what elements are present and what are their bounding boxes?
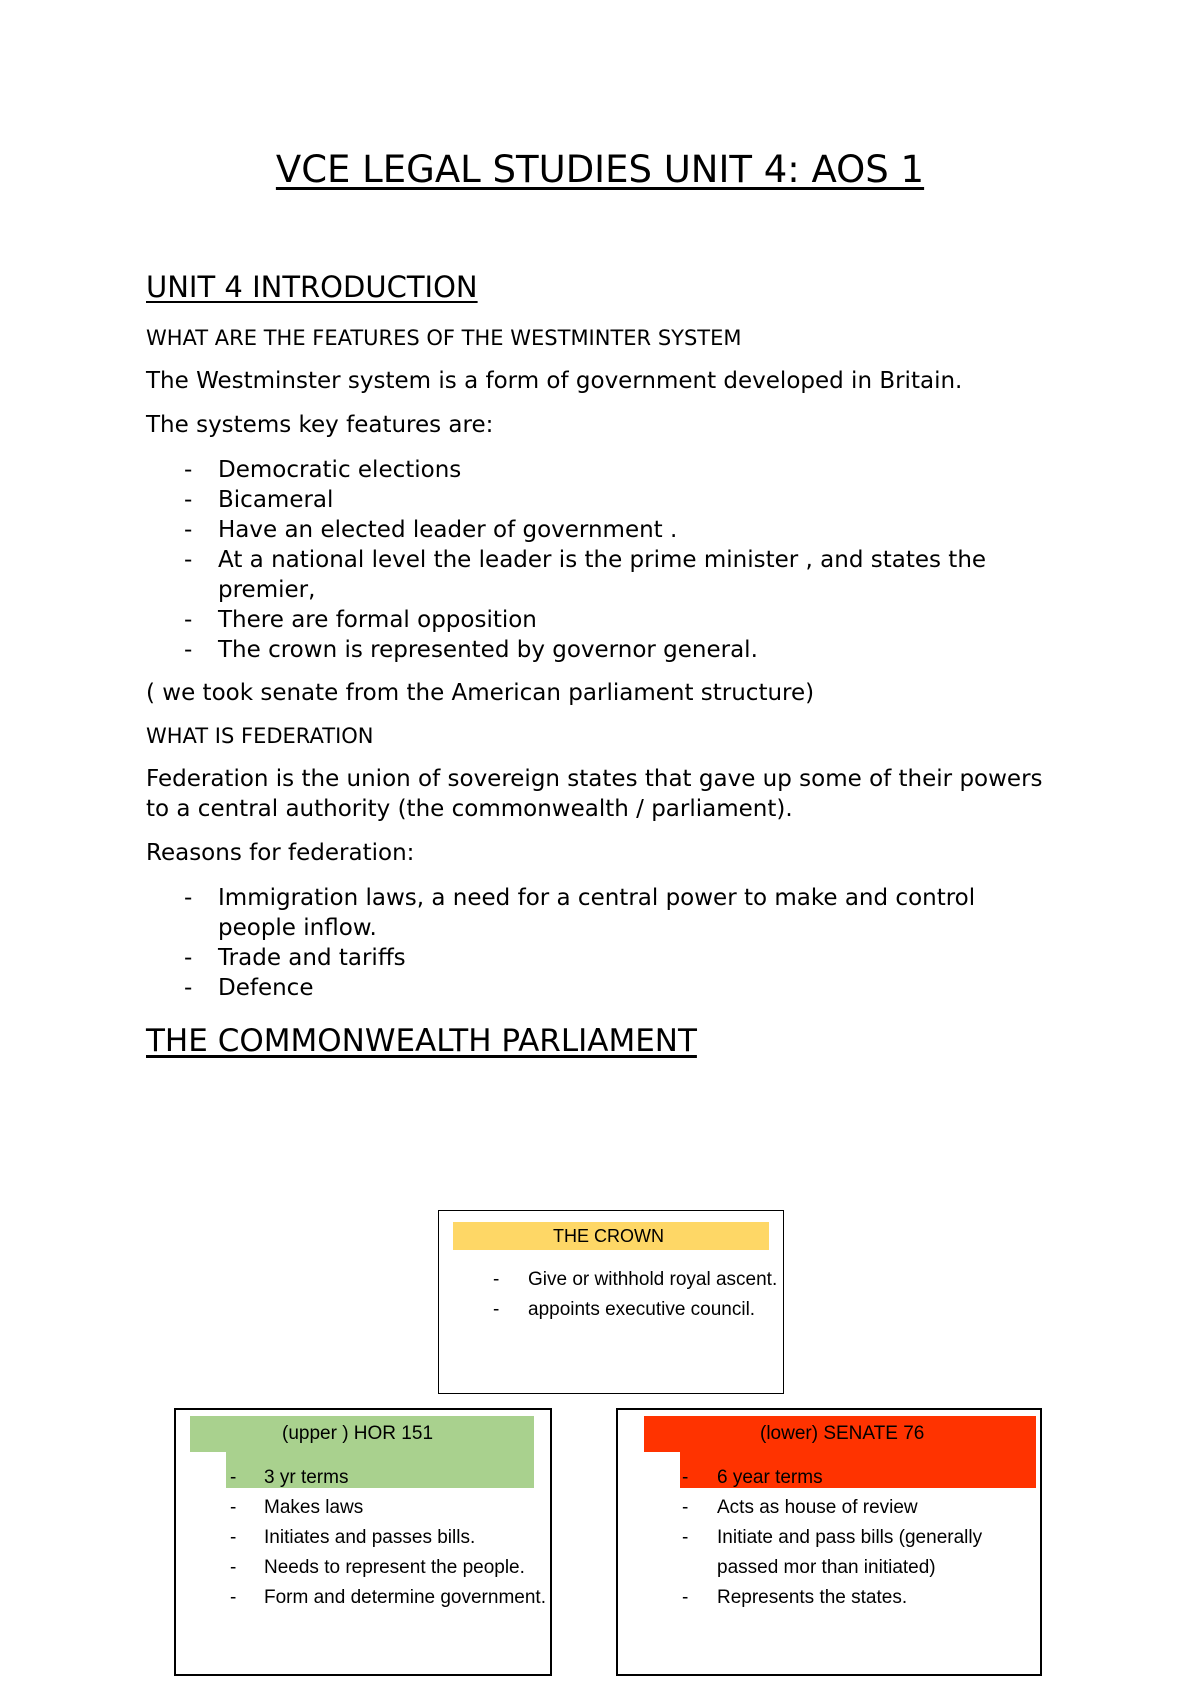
- list-item: - Trade and tariffs: [146, 943, 1046, 973]
- list-item: - Democratic elections: [146, 455, 1046, 485]
- hor-list: [176, 1463, 550, 1613]
- senate-title: (lower) SENATE 76: [760, 1423, 925, 1444]
- federation-question: WHAT IS FEDERATION: [146, 723, 374, 748]
- list-item: - appoints executive council.: [493, 1299, 756, 1320]
- list-item: - The crown is represented by governor general.: [146, 635, 1046, 665]
- crown-list: [439, 1265, 783, 1325]
- list-item: - At a national level the leader is the prime minister , and states the premier,: [146, 545, 1046, 605]
- crown-title: THE CROWN: [553, 1226, 664, 1246]
- features-list: [146, 455, 1046, 665]
- reasons-list: [146, 883, 1046, 1003]
- crown-box: [438, 1210, 784, 1394]
- list-item: - Form and determine government.: [230, 1587, 546, 1608]
- document-body: [146, 270, 1046, 1059]
- list-item: - Bicameral: [146, 485, 1046, 515]
- list-item: - Defence: [146, 973, 1046, 1003]
- commonwealth-parliament-heading: THE COMMONWEALTH PARLIAMENT: [146, 1022, 697, 1059]
- list-item: - 6 year terms: [682, 1467, 823, 1488]
- list-item: - Initiate and pass bills (generally passed mor than initiated): [682, 1527, 983, 1578]
- list-item: - Needs to represent the people.: [230, 1557, 525, 1578]
- key-features-intro: The systems key features are:: [146, 411, 494, 438]
- list-item: - Give or withhold royal ascent.: [493, 1269, 778, 1290]
- federation-definition: Federation is the union of sovereign states that gave up some of their powers to a central authority (the commonwealth / parliament).: [146, 766, 1043, 822]
- list-item: - Initiates and passes bills.: [230, 1527, 476, 1548]
- page-title: VCE LEGAL STUDIES UNIT 4: AOS 1: [275, 148, 925, 191]
- list-item: - 3 yr terms: [230, 1467, 349, 1488]
- unit-intro-heading: UNIT 4 INTRODUCTION: [146, 270, 478, 304]
- list-item: - Represents the states.: [682, 1587, 908, 1608]
- hor-title: (upper ) HOR 151: [282, 1423, 434, 1444]
- list-item: - Immigration laws, a need for a central power to make and control people inflow.: [146, 883, 1046, 943]
- hor-box: [174, 1408, 552, 1676]
- crown-header: [453, 1222, 769, 1250]
- list-item: - Have an elected leader of government .: [146, 515, 1046, 545]
- list-item: - Makes laws: [230, 1497, 364, 1518]
- senate-note: ( we took senate from the American parliament structure): [146, 679, 815, 706]
- senate-box: [616, 1408, 1042, 1676]
- westminster-question: WHAT ARE THE FEATURES OF THE WESTMINTER SYSTEM: [146, 325, 742, 350]
- list-item: - There are formal opposition: [146, 605, 1046, 635]
- federation-reasons-intro: Reasons for federation:: [146, 839, 415, 866]
- westminster-definition: The Westminster system is a form of government developed in Britain.: [146, 368, 963, 395]
- senate-header: [644, 1416, 1036, 1452]
- list-item: - Acts as house of review: [682, 1497, 918, 1518]
- hor-header: [190, 1416, 534, 1452]
- senate-list: [618, 1463, 1040, 1613]
